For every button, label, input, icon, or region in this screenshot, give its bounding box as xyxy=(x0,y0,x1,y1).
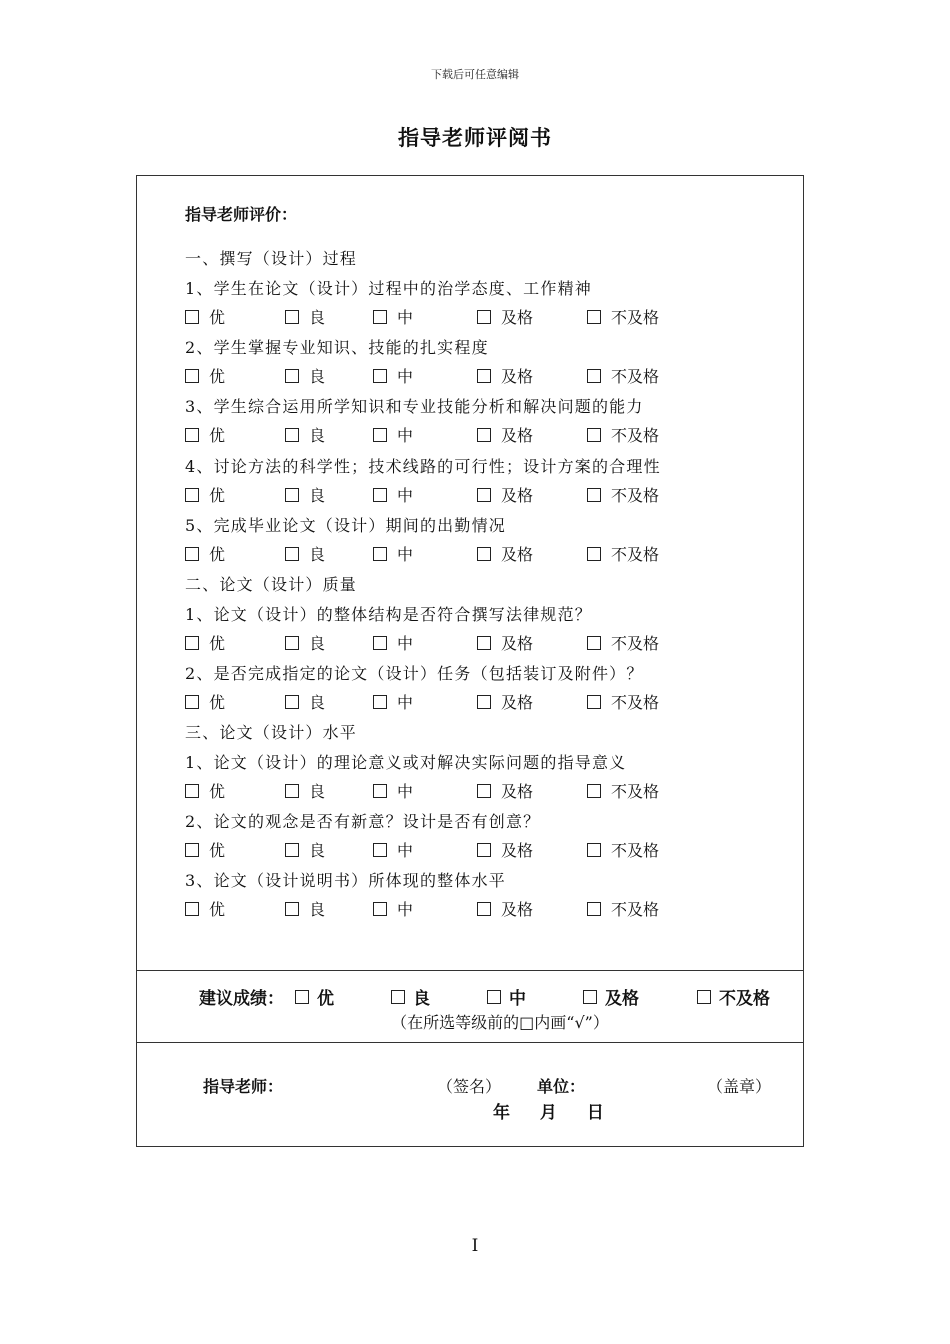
rating-option-label: 不及格 xyxy=(611,545,660,564)
rating-option-label: 良 xyxy=(309,900,326,919)
rating-option-label: 中 xyxy=(397,900,414,919)
question-structure: 1、论文（设计）的整体结构是否符合撰写法律规范？ xyxy=(185,605,592,624)
rating-option-label: 优 xyxy=(209,900,226,919)
rating-option-label: 中 xyxy=(397,486,414,505)
rating-option-label: 良 xyxy=(309,693,326,712)
rating-option-label: 不及格 xyxy=(611,841,660,860)
question-knowledge: 2、学生掌握专业知识、技能的扎实程度 xyxy=(185,338,489,357)
checkbox[interactable] xyxy=(477,488,491,502)
question-task: 2、是否完成指定的论文（设计）任务（包括装订及附件）？ xyxy=(185,664,644,683)
checkbox[interactable] xyxy=(285,843,299,857)
checkbox[interactable] xyxy=(373,843,387,857)
rating-option[interactable] xyxy=(185,838,225,861)
question-attendance: 5、完成毕业论文（设计）期间的出勤情况 xyxy=(185,516,506,535)
rating-option-label: 及格 xyxy=(501,782,534,801)
rating-option[interactable] xyxy=(477,690,533,713)
rating-option[interactable] xyxy=(185,542,225,565)
question-method: 4、讨论方法的科学性；技术线路的可行性；设计方案的合理性 xyxy=(185,457,661,476)
checkbox[interactable] xyxy=(373,547,387,561)
rating-option-label: 及格 xyxy=(501,634,534,653)
suggested-grade-option[interactable] xyxy=(697,984,770,1009)
suggested-grade-option-label: 优 xyxy=(317,989,334,1009)
rating-option-label: 优 xyxy=(209,486,226,505)
checkbox[interactable] xyxy=(477,695,491,709)
checkbox[interactable] xyxy=(185,547,199,561)
rating-option-label: 及格 xyxy=(501,841,534,860)
checkbox[interactable] xyxy=(587,902,601,916)
rating-option-label: 良 xyxy=(309,634,326,653)
checkbox[interactable] xyxy=(373,488,387,502)
rating-option-label: 良 xyxy=(309,426,326,445)
rating-option[interactable] xyxy=(185,897,225,920)
checkbox[interactable] xyxy=(285,695,299,709)
rating-option[interactable] xyxy=(587,838,659,861)
grade-instruction: （在所选等级前的□内画“√”） xyxy=(391,1013,609,1032)
rating-option-label: 及格 xyxy=(501,308,534,327)
section-heading-quality: 二、论文（设计）质量 xyxy=(185,575,358,594)
suggested-grade-option-label: 良 xyxy=(413,989,430,1009)
rating-option[interactable] xyxy=(477,631,533,654)
rating-option-label: 优 xyxy=(209,693,226,712)
rating-option[interactable] xyxy=(477,423,533,446)
rating-option[interactable] xyxy=(477,838,533,861)
rating-option[interactable] xyxy=(285,542,325,565)
rating-option[interactable] xyxy=(587,897,659,920)
rating-option-label: 及格 xyxy=(501,486,534,505)
rating-option[interactable] xyxy=(285,631,325,654)
review-form xyxy=(136,175,804,1147)
question-novelty: 2、论文的观念是否有新意？设计是否有创意？ xyxy=(185,812,541,831)
checkbox[interactable] xyxy=(285,902,299,916)
rating-row[interactable] xyxy=(185,423,745,445)
checkbox[interactable] xyxy=(373,369,387,383)
rating-option[interactable] xyxy=(185,483,225,506)
rating-option-label: 中 xyxy=(397,782,414,801)
checkbox[interactable] xyxy=(285,547,299,561)
rating-option-label: 优 xyxy=(209,308,226,327)
rating-option[interactable] xyxy=(587,423,659,446)
rating-option[interactable] xyxy=(373,423,413,446)
checkbox[interactable] xyxy=(285,428,299,442)
checkbox[interactable] xyxy=(373,310,387,324)
rating-option-label: 优 xyxy=(209,782,226,801)
rating-option[interactable] xyxy=(373,631,413,654)
rating-option[interactable] xyxy=(373,483,413,506)
question-overall: 3、论文（设计说明书）所体现的整体水平 xyxy=(185,871,506,890)
rating-option[interactable] xyxy=(185,690,225,713)
rating-option[interactable] xyxy=(373,838,413,861)
checkbox[interactable] xyxy=(587,784,601,798)
rating-option[interactable] xyxy=(587,364,659,387)
question-attitude: 1、学生在论文（设计）过程中的治学态度、工作精神 xyxy=(185,279,592,298)
page-title: 指导老师评阅书 xyxy=(398,126,552,150)
rating-option[interactable] xyxy=(285,897,325,920)
rating-option[interactable] xyxy=(285,423,325,446)
suggested-grade-option[interactable] xyxy=(487,984,526,1009)
rating-option-label: 及格 xyxy=(501,900,534,919)
rating-option-label: 中 xyxy=(397,545,414,564)
checkbox[interactable] xyxy=(477,843,491,857)
checkbox[interactable] xyxy=(583,990,597,1004)
checkbox[interactable] xyxy=(285,784,299,798)
rating-option[interactable] xyxy=(373,542,413,565)
rating-row[interactable] xyxy=(185,838,745,860)
rating-option-label: 不及格 xyxy=(611,486,660,505)
evaluation-heading: 指导老师评价： xyxy=(185,205,298,224)
checkbox[interactable] xyxy=(477,636,491,650)
checkbox[interactable] xyxy=(587,843,601,857)
checkbox[interactable] xyxy=(185,369,199,383)
rating-option[interactable] xyxy=(285,690,325,713)
rating-option[interactable] xyxy=(477,483,533,506)
year-label: 年 xyxy=(493,1103,510,1123)
rating-option-label: 中 xyxy=(397,426,414,445)
checkbox[interactable] xyxy=(185,784,199,798)
header-note: 下载后可任意编辑 xyxy=(431,68,519,81)
checkbox[interactable] xyxy=(477,310,491,324)
checkbox[interactable] xyxy=(285,636,299,650)
suggested-grade-option[interactable] xyxy=(391,984,430,1009)
rating-row[interactable] xyxy=(185,631,745,653)
checkbox[interactable] xyxy=(285,310,299,324)
rating-option-label: 中 xyxy=(397,308,414,327)
checkbox[interactable] xyxy=(185,636,199,650)
rating-option[interactable] xyxy=(373,305,413,328)
rating-row[interactable] xyxy=(185,305,745,327)
rating-option[interactable] xyxy=(285,364,325,387)
rating-option-label: 中 xyxy=(397,841,414,860)
signature-hint: （签名） xyxy=(437,1077,502,1096)
teacher-label: 指导老师： xyxy=(203,1077,284,1096)
rating-option[interactable] xyxy=(285,838,325,861)
rating-option[interactable] xyxy=(373,690,413,713)
rating-option[interactable] xyxy=(285,483,325,506)
checkbox[interactable] xyxy=(185,310,199,324)
rating-option-label: 良 xyxy=(309,367,326,386)
rating-row[interactable] xyxy=(185,897,745,919)
rating-option[interactable] xyxy=(477,897,533,920)
rating-row[interactable] xyxy=(185,483,745,505)
checkbox[interactable] xyxy=(373,428,387,442)
rating-row[interactable] xyxy=(185,542,745,564)
rating-option-label: 良 xyxy=(309,545,326,564)
rating-option[interactable] xyxy=(477,779,533,802)
rating-option-label: 不及格 xyxy=(611,426,660,445)
rating-option-label: 良 xyxy=(309,841,326,860)
rating-option-label: 不及格 xyxy=(611,900,660,919)
rating-option[interactable] xyxy=(185,631,225,654)
month-label: 月 xyxy=(539,1103,557,1123)
rating-option-label: 中 xyxy=(397,367,414,386)
rating-option-label: 及格 xyxy=(501,426,534,445)
rating-option[interactable] xyxy=(285,779,325,802)
checkbox[interactable] xyxy=(587,310,601,324)
checkbox[interactable] xyxy=(587,636,601,650)
rating-option[interactable] xyxy=(185,779,225,802)
rating-option[interactable] xyxy=(587,305,659,328)
rating-option[interactable] xyxy=(587,542,659,565)
rating-option-label: 中 xyxy=(397,693,414,712)
rating-option-label: 优 xyxy=(209,545,226,564)
rating-option-label: 中 xyxy=(397,634,414,653)
checkbox[interactable] xyxy=(477,902,491,916)
divider xyxy=(137,1042,803,1043)
checkbox[interactable] xyxy=(295,990,309,1004)
rating-row[interactable] xyxy=(185,779,745,801)
suggested-grade-option-label: 中 xyxy=(509,989,526,1009)
rating-option-label: 优 xyxy=(209,634,226,653)
rating-option-label: 良 xyxy=(309,308,326,327)
day-label: 日 xyxy=(586,1103,604,1123)
checkbox[interactable] xyxy=(587,488,601,502)
checkbox[interactable] xyxy=(185,902,199,916)
stamp-hint: （盖章） xyxy=(707,1077,772,1096)
rating-option-label: 优 xyxy=(209,841,226,860)
rating-option[interactable] xyxy=(477,305,533,328)
rating-option[interactable] xyxy=(587,690,659,713)
suggested-grade-option-label: 及格 xyxy=(605,989,639,1009)
question-significance: 1、论文（设计）的理论意义或对解决实际问题的指导意义 xyxy=(185,753,627,772)
rating-option[interactable] xyxy=(373,897,413,920)
rating-option-label: 不及格 xyxy=(611,367,660,386)
rating-row[interactable] xyxy=(185,690,745,712)
rating-option[interactable] xyxy=(587,631,659,654)
checkbox[interactable] xyxy=(587,428,601,442)
checkbox[interactable] xyxy=(477,547,491,561)
section-heading-process: 一、撰写（设计）过程 xyxy=(185,249,358,268)
rating-option[interactable] xyxy=(373,364,413,387)
checkbox[interactable] xyxy=(185,843,199,857)
rating-option-label: 及格 xyxy=(501,693,534,712)
suggested-grade-label: 建议成绩： xyxy=(199,989,284,1009)
rating-option-label: 不及格 xyxy=(611,634,660,653)
checkbox[interactable] xyxy=(391,990,405,1004)
checkbox[interactable] xyxy=(697,990,711,1004)
rating-option-label: 良 xyxy=(309,486,326,505)
suggested-grade-option-label: 不及格 xyxy=(719,989,770,1009)
rating-option[interactable] xyxy=(185,364,225,387)
rating-option-label: 优 xyxy=(209,367,226,386)
checkbox[interactable] xyxy=(185,695,199,709)
checkbox[interactable] xyxy=(477,369,491,383)
rating-option[interactable] xyxy=(185,305,225,328)
checkbox[interactable] xyxy=(185,428,199,442)
rating-option[interactable] xyxy=(477,364,533,387)
divider xyxy=(137,970,803,971)
rating-option-label: 良 xyxy=(309,782,326,801)
evaluation-section xyxy=(137,176,803,970)
checkbox[interactable] xyxy=(373,636,387,650)
suggested-grade-option[interactable] xyxy=(583,984,639,1009)
rating-option[interactable] xyxy=(285,305,325,328)
checkbox[interactable] xyxy=(487,990,501,1004)
checkbox[interactable] xyxy=(373,902,387,916)
rating-option-label: 不及格 xyxy=(611,782,660,801)
unit-label: 单位： xyxy=(537,1077,586,1096)
rating-option[interactable] xyxy=(185,423,225,446)
rating-row[interactable] xyxy=(185,364,745,386)
checkbox[interactable] xyxy=(285,488,299,502)
rating-option[interactable] xyxy=(373,779,413,802)
checkbox[interactable] xyxy=(587,547,601,561)
checkbox[interactable] xyxy=(477,428,491,442)
checkbox[interactable] xyxy=(373,784,387,798)
date-row xyxy=(493,1098,628,1123)
rating-option-label: 不及格 xyxy=(611,308,660,327)
checkbox[interactable] xyxy=(285,369,299,383)
suggested-grade-option[interactable] xyxy=(295,984,334,1009)
checkbox[interactable] xyxy=(587,369,601,383)
rating-option-label: 优 xyxy=(209,426,226,445)
rating-option-label: 不及格 xyxy=(611,693,660,712)
rating-option-label: 及格 xyxy=(501,545,534,564)
checkbox[interactable] xyxy=(477,784,491,798)
checkbox[interactable] xyxy=(587,695,601,709)
rating-option-label: 及格 xyxy=(501,367,534,386)
checkbox[interactable] xyxy=(185,488,199,502)
question-application: 3、学生综合运用所学知识和专业技能分析和解决问题的能力 xyxy=(185,397,644,416)
rating-option[interactable] xyxy=(587,483,659,506)
checkbox[interactable] xyxy=(373,695,387,709)
rating-option[interactable] xyxy=(587,779,659,802)
page-number: I xyxy=(471,1236,479,1256)
section-heading-level: 三、论文（设计）水平 xyxy=(185,723,358,742)
rating-option[interactable] xyxy=(477,542,533,565)
suggested-grade-row xyxy=(199,984,799,1008)
